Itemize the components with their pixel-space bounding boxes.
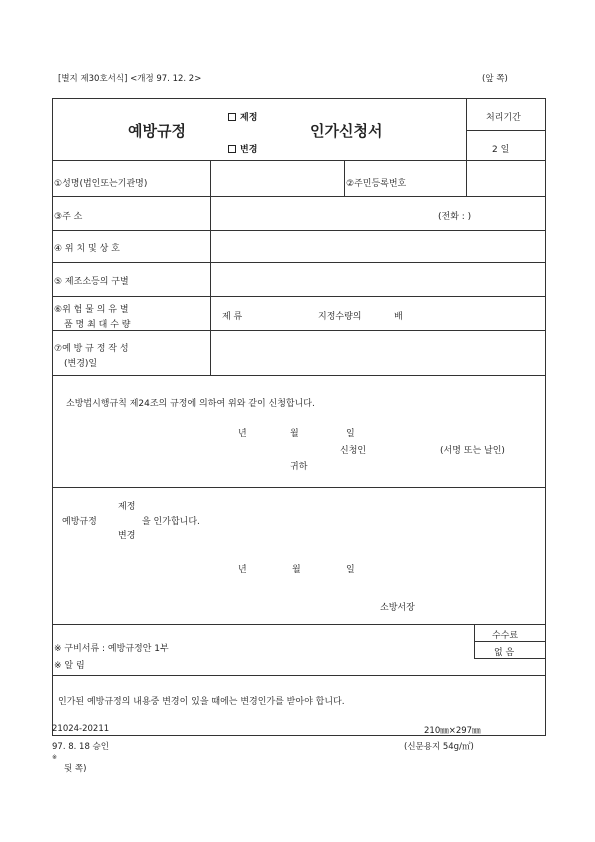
approval-enact: 제정	[118, 502, 136, 512]
approval-date: 97. 8. 18 승인	[52, 742, 109, 752]
date-label-1: ⑦예 방 규 정 작 성	[54, 344, 129, 354]
footer-mark: ※	[52, 754, 58, 761]
address-field[interactable]	[212, 198, 432, 228]
date-field[interactable]	[212, 332, 544, 374]
option-change[interactable]	[228, 142, 257, 155]
resident-no-field[interactable]	[468, 162, 544, 194]
form-number: [별지 제30호서식] <개정 97. 12. 2>	[58, 74, 202, 84]
option-enact[interactable]	[228, 110, 257, 123]
approval-day: 일	[346, 565, 355, 575]
notice-heading: ※ 알 림	[54, 661, 85, 671]
facility-type-label: ⑤ 제조소등의 구별	[54, 277, 129, 287]
required-docs: ※ 구비서류 : 예방규정안 1부	[54, 644, 169, 654]
approval-month: 월	[292, 565, 301, 575]
form-code: 21024-20211	[52, 724, 110, 734]
app-day: 일	[346, 429, 355, 439]
name-label: ①성명(법인또는기관명)	[54, 179, 148, 189]
location-label: ④ 위 치 및 상 호	[54, 244, 120, 254]
approval-statement: 을 인가합니다.	[142, 517, 200, 527]
hazmat-label-1: ⑥위 험 물 의 유 별	[54, 305, 129, 315]
issuer-label: 소방서장	[380, 603, 415, 613]
paper-size: 210㎜×297㎜	[424, 726, 481, 736]
applicant-label: 신청인	[340, 446, 367, 456]
address-label: ③주 소	[54, 212, 83, 222]
option-change-label: 변경	[240, 145, 258, 155]
date-label-2: (변경)일	[64, 359, 98, 369]
notice-text: 인가된 예방규정의 내용중 변경이 있을 때에는 변경인가를 받아야 합니다.	[58, 697, 345, 707]
name-field[interactable]	[212, 162, 342, 194]
checkbox-change[interactable]	[228, 145, 236, 153]
option-enact-label: 제정	[240, 113, 258, 123]
hazmat-times: 배	[394, 312, 403, 322]
addressee-label: 귀하	[290, 462, 308, 472]
back-side-label: 뒷 쪽)	[64, 764, 87, 774]
phone-label: (전화 : )	[438, 212, 472, 222]
title-left: 예방규정	[128, 122, 186, 140]
fee-label: 수수료	[492, 631, 519, 641]
approval-change: 변경	[118, 531, 136, 541]
title-right: 인가신청서	[310, 122, 383, 140]
approval-year: 년	[238, 565, 247, 575]
processing-period-value: 2 일	[492, 145, 510, 155]
approval-subject: 예방규정	[62, 517, 97, 527]
app-year: 년	[238, 429, 247, 439]
resident-no-label: ②주민등록번호	[346, 179, 407, 189]
processing-period-label: 처리기간	[486, 113, 521, 123]
hazmat-kind: 제 류	[222, 312, 243, 322]
location-field[interactable]	[212, 232, 544, 260]
app-month: 월	[290, 429, 299, 439]
sign-label: (서명 또는 날인)	[440, 446, 505, 456]
page-side-label: (앞 쪽)	[482, 74, 508, 84]
checkbox-enact[interactable]	[228, 113, 236, 121]
hazmat-label-2: 품 명 최 대 수 량	[64, 320, 131, 330]
paper-type: (신문용지 54g/㎡)	[404, 742, 474, 752]
hazmat-qty: 지정수량의	[318, 312, 362, 322]
fee-value: 없 음	[494, 648, 515, 658]
application-statement: 소방법시행규칙 제24조의 규정에 의하여 위와 같이 신청합니다.	[66, 399, 315, 409]
facility-type-field[interactable]	[212, 264, 544, 294]
